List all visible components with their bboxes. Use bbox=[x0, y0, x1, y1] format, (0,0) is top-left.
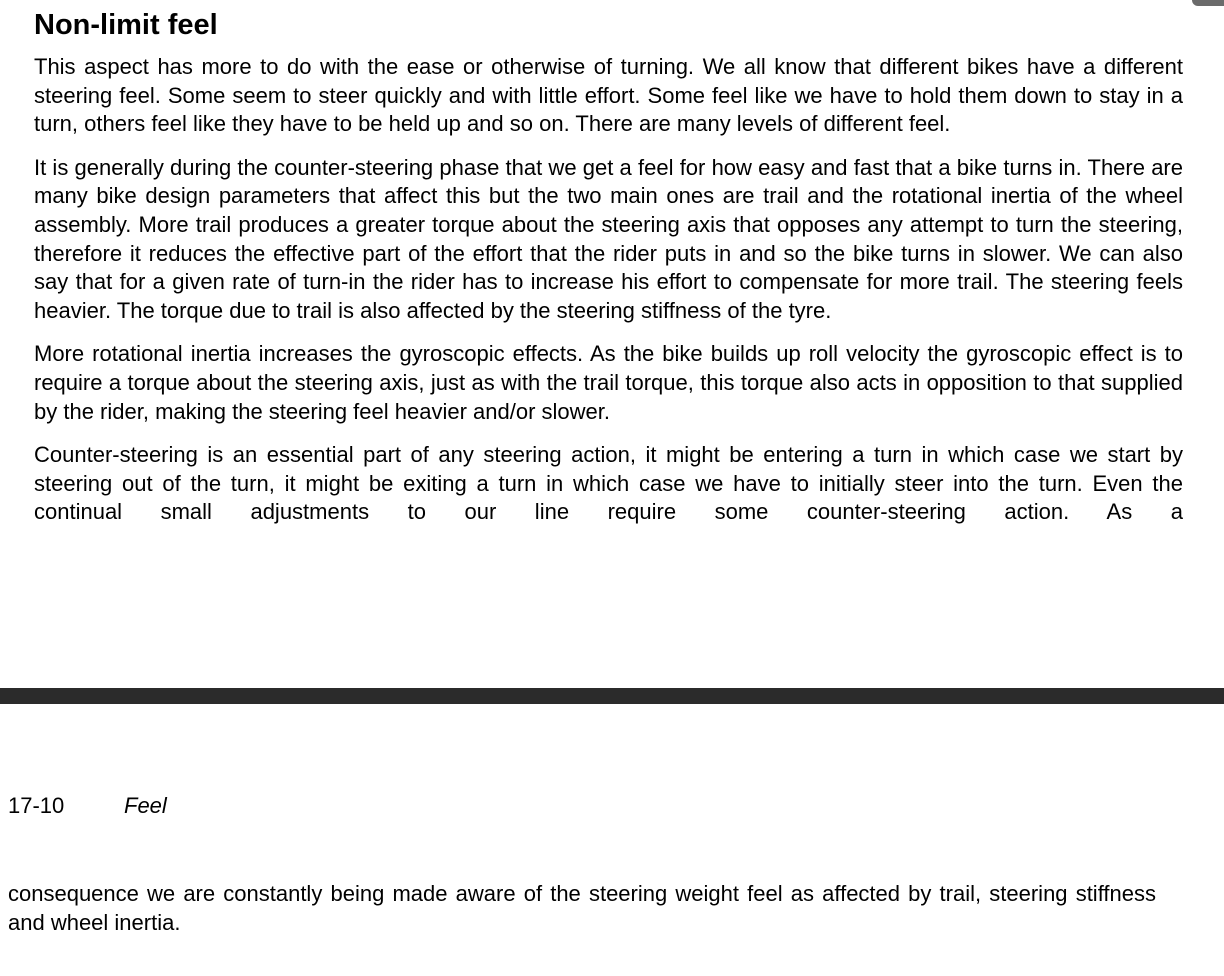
paragraph-rotational-inertia: More rotational inertia increases the gyroscopic effects. As the bike builds up roll velocity the gyroscopic effect is to require a torque about the steering axis, just as with the trail torque, this torque also acts in opposition to that supplied by the rider, making the steering feel heavier and/or slower. bbox=[34, 341, 1183, 424]
running-title: Feel bbox=[124, 793, 167, 818]
page-divider bbox=[0, 688, 1224, 704]
window-corner-tab bbox=[1192, 0, 1224, 6]
paragraph-turning-ease: This aspect has more to do with the ease or otherwise of turning. We all know that different bikes have a different steering feel. Some seem to steer quickly and with little effort. Some feel like we have to hold them down to stay in a turn, others feel like they have to be held up and so on. There are many levels of different feel. bbox=[34, 54, 1183, 137]
section-heading: Non-limit feel bbox=[34, 9, 218, 41]
page-bottom bbox=[0, 704, 1224, 976]
page-content bbox=[34, 53, 1183, 542]
paragraph-counter-steering-phase: It is generally during the counter-steering phase that we get a feel for how easy and fast that a bike turns in. There are many bike design parameters that affect this but the two main ones are trail and the rotational inertia of the wheel assembly. More trail produces a greater torque about the steering axis that opposes any attempt to turn the steering, therefore it reduces the effective part of the effort that the rider puts in and so the bike turns in slower. We can also say that for a given rate of turn-in the rider has to increase his effort to compensate for more trail. The steering feels heavier. The torque due to trail is also affected by the steering stiffness of the tyre. bbox=[34, 154, 1183, 323]
paragraph-counter-steering-essential: Counter-steering is an essential part of any steering action, it might be entering a turn in which case we start by steering out of the turn, it might be exiting a turn in which case we have to initially steer into the turn. Even the continual small adjustments to our line require some counter-steering action. As a bbox=[34, 442, 1183, 525]
page-number: 17-10 bbox=[8, 793, 65, 818]
paragraph-continuation: consequence we are constantly being made aware of the steering weight feel as affected by trail, steering stiffness and wheel inertia. bbox=[8, 881, 1156, 935]
